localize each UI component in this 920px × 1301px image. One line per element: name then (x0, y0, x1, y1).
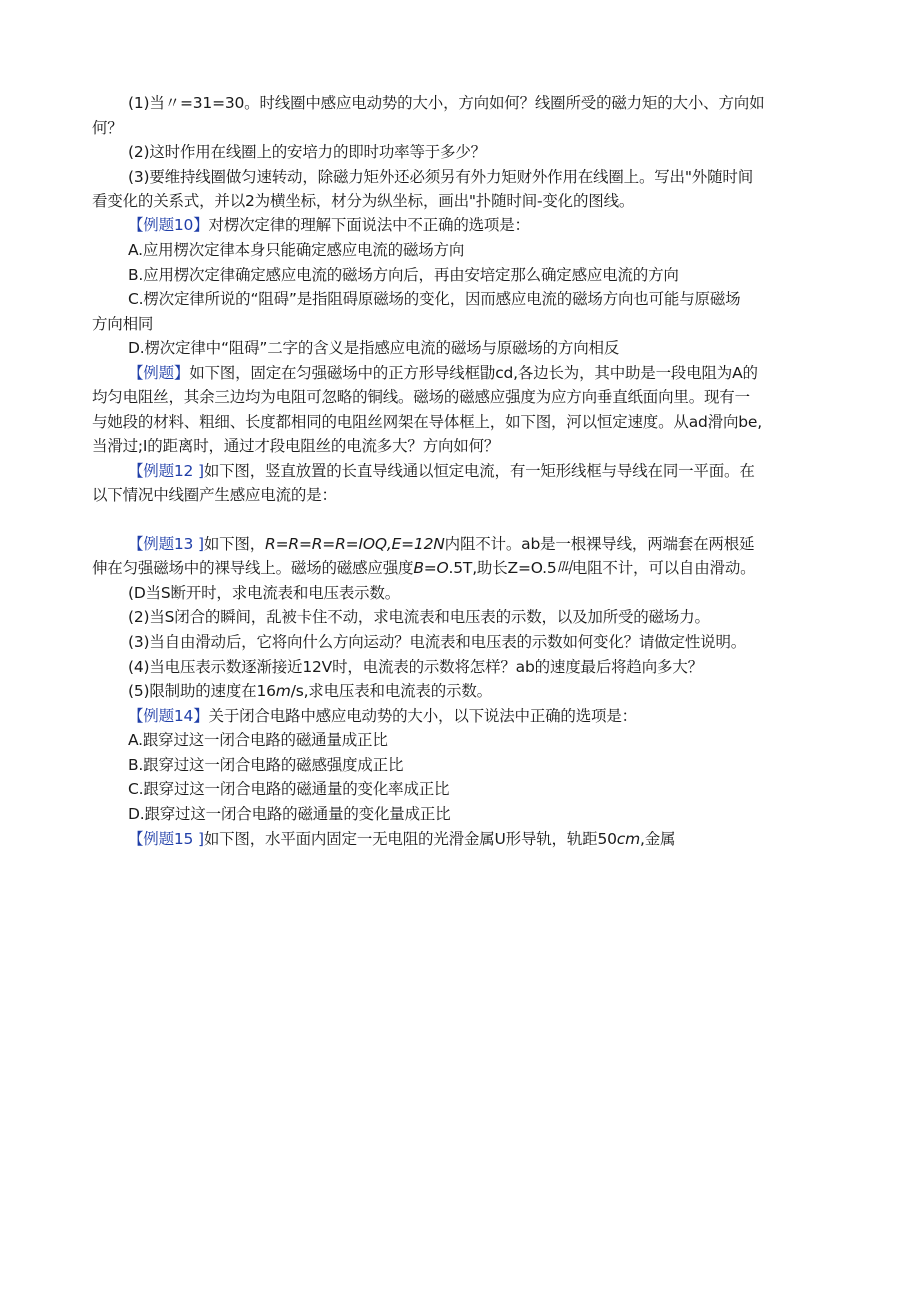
text-line (92, 435, 499, 457)
text-segment: A.跟穿过这一闭合电路的磁通量成正比 (128, 731, 388, 749)
text-segment: 如下图，竖直放置的长直导线通以恒定电流，有一矩形线框与导线在同一平面。在 (203, 462, 755, 480)
text-segment: m (275, 682, 291, 700)
text-segment: 叫 (556, 559, 572, 577)
text-segment: 如下图， (203, 535, 266, 553)
text-segment: D.楞次定律中“阻碍”二字的含义是指感应电流的磁场与原磁场的方向相反 (128, 339, 620, 357)
text-segment: 如下图，固定在匀强磁场中的正方形导线框勖cd,各边长为，其中助是一段电阻为A的 (189, 364, 758, 382)
text-segment: /s,求电压表和电流表的示数。 (290, 682, 492, 700)
text-segment: 如下图，水平面内固定一无电阻的光滑金属U形导轨，轨距50 (203, 830, 617, 848)
text-segment: cm (616, 830, 641, 848)
text-segment: B=O (413, 559, 449, 577)
example-label: 【例题】 (128, 364, 190, 382)
text-segment: C.楞次定律所说的“阻碍”是指阻碍原磁场的变化，因而感应电流的磁场方向也可能与原磁场 (128, 290, 741, 308)
example-label: 【例题10】 (128, 216, 209, 234)
text-segment: (3)要维持线圈做匀速转动，除磁力矩外还必须另有外力矩财外作用在线圈上。写出"外随时间 (128, 168, 753, 186)
text-line (92, 484, 337, 506)
text-segment: 方向相同 (92, 315, 154, 333)
text-segment: (1)当〃=31=30。时线圈中感应电动势的大小，方向如何？线圈所受的磁力矩的大小、方向如 (128, 94, 765, 112)
text-segment: (2)当S闭合的瞬间，乱被卡住不动，求电流表和电压表的示数，以及加所受的磁场力。 (128, 608, 710, 626)
text-line (128, 288, 740, 310)
text-line (128, 141, 486, 163)
text-segment: R=R=R=R=IOQ,E=12N (265, 535, 445, 553)
text-segment: B.应用楞次定律确定感应电流的磁场方向后，再由安培定那么确定感应电流的方向 (128, 266, 679, 284)
text-line (92, 557, 755, 579)
text-line (128, 214, 530, 236)
text-segment: 关于闭合电路中感应电动势的大小，以下说法中正确的选项是： (208, 707, 637, 725)
text-segment: 以下情况中线圈产生感应电流的是： (92, 486, 337, 504)
text-line (128, 362, 758, 384)
text-line (92, 313, 153, 335)
example-label: 【例题15 ] (128, 830, 204, 848)
example-label: 【例题12 ] (128, 462, 204, 480)
text-segment: C.跟穿过这一闭合电路的磁通量的变化率成正比 (128, 780, 450, 798)
text-line (128, 337, 619, 359)
text-segment: 看变化的关系式，并以2为横坐标，材分为纵坐标，画出"扑随时间-变化的图线。 (92, 192, 635, 210)
text-segment: 均匀电阻丝，其余三边均为电阻可忽略的铜线。磁场的磁感应强度为应方向垂直纸面向里。现有一 (92, 388, 750, 406)
text-segment: 电阻不计，可以自由滑动。 (571, 559, 756, 577)
text-line (92, 411, 762, 433)
text-segment: 伸在匀强磁场中的裸导线上。磁场的磁感应强度 (92, 559, 414, 577)
text-segment: 当滑过;I的距离时，通过才段电阻丝的电流多大？方向如何？ (92, 437, 500, 455)
text-line (128, 582, 400, 604)
text-line (92, 190, 634, 212)
text-line (128, 828, 675, 850)
text-line (92, 386, 750, 408)
text-line (128, 631, 746, 653)
example-label: 【例题13 ] (128, 535, 204, 553)
text-line (128, 533, 754, 555)
text-segment: 何？ (92, 119, 123, 137)
text-segment: (D当S断开时，求电流表和电压表示数。 (128, 584, 401, 602)
text-line (128, 754, 403, 776)
text-line (128, 705, 637, 727)
text-line (128, 264, 679, 286)
text-segment: 对楞次定律的理解下面说法中不正确的选项是： (208, 216, 530, 234)
text-segment: .5T,助长Z=O.5 (448, 559, 557, 577)
text-line (128, 729, 388, 751)
text-line (128, 166, 753, 188)
text-segment: (4)当电压表示数逐渐接近12V时，电流表的示数将怎样？ab的速度最后将趋向多大？ (128, 658, 703, 676)
text-segment: 内阻不计。ab是一根裸导线，两端套在两根延 (444, 535, 755, 553)
text-segment: 与她段的材料、粗细、长度都相同的电阻丝网架在导体框上，如下图，河以恒定速度。从ad滑向be, (92, 413, 762, 431)
text-line (128, 92, 764, 114)
text-segment: (5)限制助的速度在16 (128, 682, 276, 700)
text-line (128, 680, 492, 702)
text-segment: D.跟穿过这一闭合电路的磁通量的变化量成正比 (128, 805, 451, 823)
text-segment: B.跟穿过这一闭合电路的磁感强度成正比 (128, 756, 404, 774)
text-line (128, 803, 450, 825)
text-line (128, 778, 449, 800)
text-line (92, 117, 123, 139)
text-line (128, 606, 710, 628)
example-label: 【例题14】 (128, 707, 209, 725)
text-segment: A.应用楞次定律本身只能确定感应电流的磁场方向 (128, 241, 465, 259)
text-line (128, 460, 755, 482)
text-segment: (2)这时作用在线圈上的安培力的即时功率等于多少？ (128, 143, 486, 161)
text-segment: (3)当自由滑动后，它将向什么方向运动？电流表和电压表的示数如何变化？请做定性说明。 (128, 633, 747, 651)
text-line (128, 656, 703, 678)
text-line (128, 239, 464, 261)
text-segment: ,金属 (640, 830, 676, 848)
